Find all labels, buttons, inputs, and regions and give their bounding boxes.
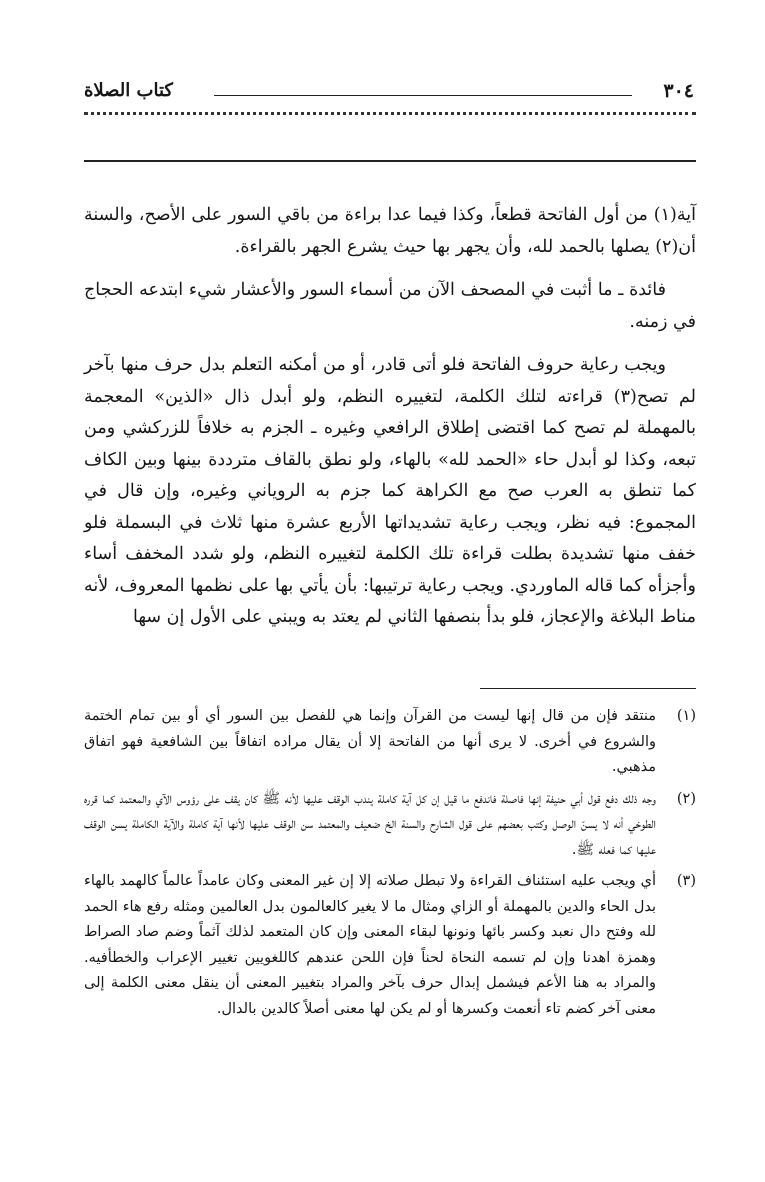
footnote-text: وجه ذلك دفع قول أبي حنيفة إنها فاصلة فاندفع ما قيل إن كل آية كاملة يندب الوقف عليها لأنه ﷺ كان يقف على رؤوس الآي والمعتمد كما قرره الطوخي أنه لا يسنّ الوصل وكتب بعضهم على قول الشارح والسنة الخ ضعيف والمعتمد سن الوقف عليها لأنها آية كاملة والآية الكاملة يسن الوقف عليها كما فعله ﷺ. — [84, 790, 656, 858]
footnote-rule — [480, 688, 696, 689]
footnote — [84, 704, 696, 781]
footnote-text: منتقد فإن من قال إنها ليست من القرآن وإنما هي للفصل بين السور أي أو بين تمام الختمة والشروع في أخرى. لا يرى أنها من الفاتحة إلا أن يقال مراده اتفاقاً بين الشافعية فهو اتفاق مذهبي. — [84, 708, 656, 775]
top-rule — [84, 160, 696, 162]
dotted-separator — [84, 112, 696, 125]
main-text — [84, 200, 696, 646]
paragraph: ويجب رعاية حروف الفاتحة فلو أتى قادر، أو من أمكنه التعلم بدل حرف منها بآخر لم تصح(٣) قراءته لتلك الكلمة، لتغييره النظم، ولو أبدل ذال «الذين» المعجمة بالمهملة لم تصح كما اقتضى إطلاق الرافعي وغيره ـ الجزم به خلافاً للزركشي ومن تبعه، وكذا لو أبدل حاء «الحمد لله» بالهاء، ولو نطق بالقاف مترددة بينها وبين الكاف كما تنطق به العرب صح مع الكراهة كما جزم به الروياني وغيره، وإن قال في المجموع: فيه نظر، ويجب رعاية تشديداتها الأربع عشرة منها ثلاث في البسملة فلو خفف منها تشديدة بطلت قراءة تلك الكلمة لتغييره النظم، ولو شدد المخفف أساء وأجزأه كما قاله الماوردي. ويجب رعاية ترتيبها: بأن يأتي بها على نظمها المعروف، لأنه مناط البلاغة والإعجاز، فلو بدأ بنصفها الثاني لم يعتد به ويبني على الأول إن سها — [84, 355, 697, 627]
footnote-number: (٣) — [676, 873, 696, 889]
book-title: كتاب الصلاة — [84, 80, 173, 101]
footnote-number: (١) — [676, 708, 696, 724]
footnote-number: (٢) — [676, 790, 696, 807]
footnote-text: أي ويجب عليه استئناف القراءة ولا تبطل صلاته إلا إن غير المعنى وكان عامداً عالماً كالهمد بالهاء بدل الحاء والدين بالمهملة أو الزاي ومثال ما لا يغير كالعالمون بدل العالمين ومثله رفع هاء الحمد لله وفتح دال نعبد وكسر بائها ونونها لبقاء المعنى وإن كان المتعمد لذلك آثماً وضم صاد الصراط وهمزة اهدنا وإن لم تسمه النحاة لحناً فإن اللحن عندهم كاللغويين تغيير الإعراب والخطأفيه. والمراد به هنا الأعم فيشمل إبدال حرف بآخر والمراد بتغيير المعنى أن ينقل معنى الكلمة إلى معنى آخر كضم تاء أنعمت وكسرها أو لم يكن لها معنى أصلاً كالدين بالدال. — [84, 873, 656, 1017]
running-header — [84, 80, 694, 108]
paragraph: فائدة ـ ما أثبت في المصحف الآن من أسماء السور والأعشار شيء ابتدعه الحجاج في زمنه. — [84, 280, 696, 332]
footnote — [84, 787, 696, 864]
paragraph: آية(١) من أول الفاتحة قطعاً، وكذا فيما عدا براءة من باقي السور على الأصح، والسنة أن(٢) يصلها بالحمد لله، وأن يجهر بها حيث يشرع الجهر بالقراءة. — [84, 205, 696, 257]
header-rule — [214, 95, 632, 96]
page-number: ٣٠٤ — [663, 80, 694, 102]
footnotes — [84, 704, 696, 1028]
footnote — [84, 869, 696, 1022]
